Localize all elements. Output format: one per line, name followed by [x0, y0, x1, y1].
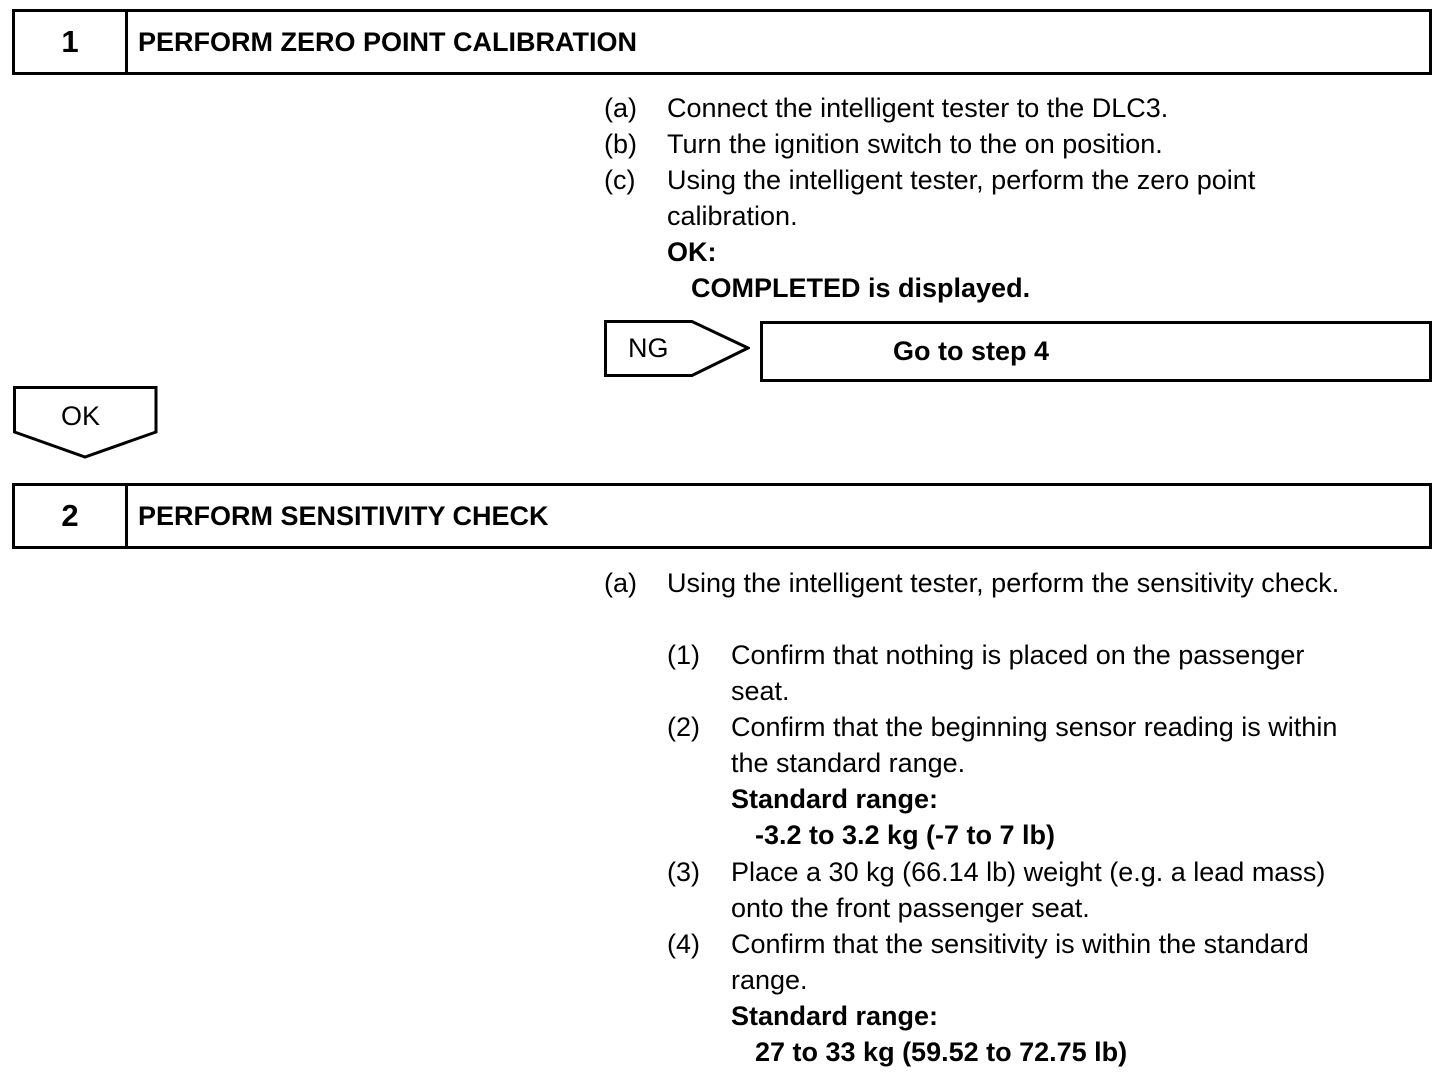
step-1-item-b-text: Turn the ignition switch to the on position.: [667, 129, 1163, 159]
ng-label: NG: [628, 333, 669, 363]
step-2-subitem-3-line2: onto the front passenger seat.: [731, 893, 1090, 923]
ok-label: OK: [61, 401, 101, 431]
ng-arrow: [604, 320, 750, 378]
step-2-subitem-2-line2: the standard range.: [731, 748, 966, 778]
step-2-subitem-4-spec-heading: Standard range:: [731, 1001, 939, 1031]
step-2-title: PERFORM SENSITIVITY CHECK: [138, 500, 549, 531]
step-1-item-a-text: Connect the intelligent tester to the DLC3.: [667, 93, 1169, 123]
step-1-item-c-text-cont: calibration.: [667, 201, 798, 231]
go-to-step-box[interactable]: [760, 321, 1432, 382]
step-2-item-a-label: (a): [604, 568, 637, 598]
step-2-header: [12, 483, 1432, 549]
step-1-ok-value: COMPLETED is displayed.: [691, 273, 1031, 303]
step-2-subitem-4-label: (4): [667, 929, 700, 959]
step-2-subitem-3-line1: Place a 30 kg (66.14 lb) weight (e.g. a lead mass): [731, 857, 1326, 887]
step-2-subitem-2-label: (2): [667, 712, 700, 742]
step-1-header: [12, 9, 1432, 75]
step-1-number: 1: [15, 12, 128, 72]
step-2-subitem-1-line2: seat.: [731, 676, 790, 706]
go-to-step-label: Go to step 4: [893, 336, 1050, 366]
step-1-title: PERFORM ZERO POINT CALIBRATION: [138, 26, 637, 57]
step-2-item-a-text: Using the intelligent tester, perform the sensitivity check.: [667, 568, 1340, 598]
step-2-subitem-4-line2: range.: [731, 965, 808, 995]
ng-arrow-shape: [604, 320, 750, 378]
step-1-item-c-text: Using the intelligent tester, perform the zero point: [667, 165, 1256, 195]
step-2-subitem-2-line1: Confirm that the beginning sensor reading is within: [731, 712, 1338, 742]
step-1-ok-heading: OK:: [667, 237, 717, 267]
step-2-number: 2: [15, 486, 128, 546]
step-2-subitem-1-label: (1): [667, 640, 700, 670]
step-2-subitem-4-line1: Confirm that the sensitivity is within the standard: [731, 929, 1309, 959]
step-1-item-b-label: (b): [604, 129, 637, 159]
step-2-subitem-2-spec-heading: Standard range:: [731, 784, 939, 814]
step-2-subitem-2-spec-value: -3.2 to 3.2 kg (-7 to 7 lb): [755, 820, 1056, 850]
step-2-subitem-3-label: (3): [667, 857, 700, 887]
step-2-subitem-1-line1: Confirm that nothing is placed on the passenger: [731, 640, 1305, 670]
step-2-subitem-4-spec-value: 27 to 33 kg (59.52 to 72.75 lb): [755, 1037, 1128, 1067]
step-1-item-c-label: (c): [604, 165, 636, 195]
step-1-item-a-label: (a): [604, 93, 637, 123]
ok-arrow: [13, 386, 159, 460]
